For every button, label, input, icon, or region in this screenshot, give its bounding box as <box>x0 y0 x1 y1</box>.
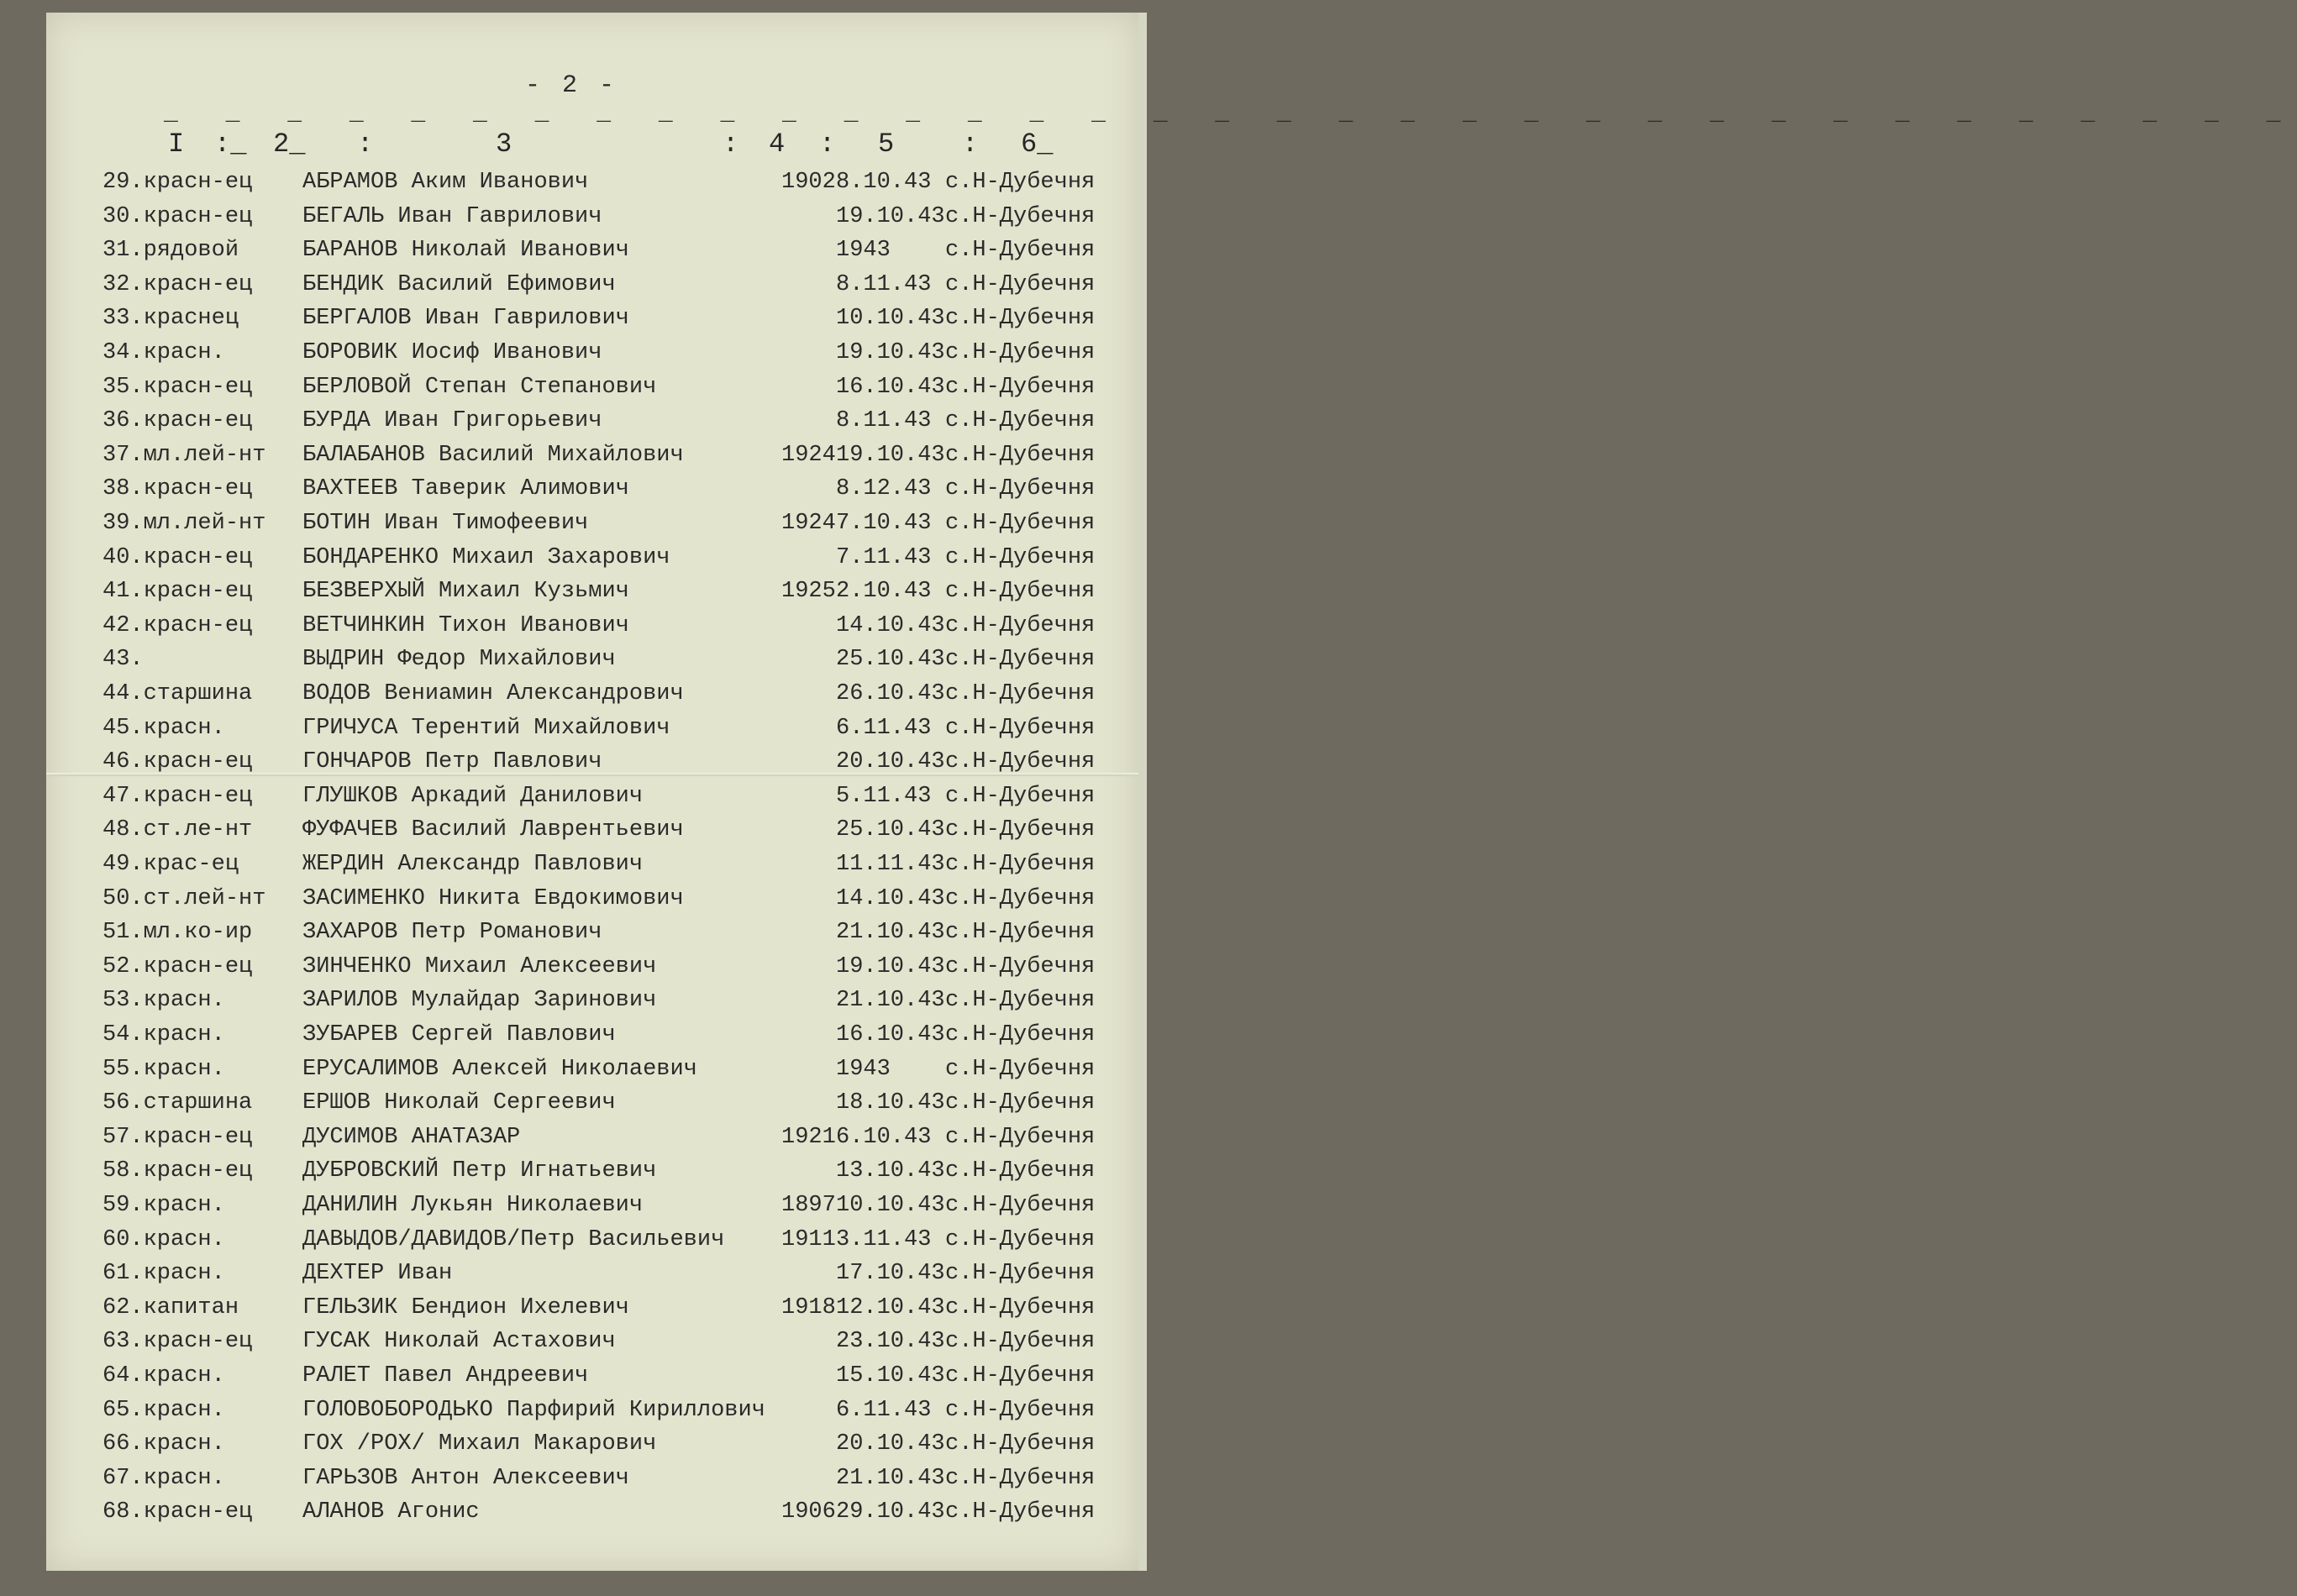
row-date: 25.10.43 <box>836 647 945 672</box>
row-rank: 53.красн. <box>102 988 225 1013</box>
row-place: с.Н-Дубечня <box>945 1329 1096 1354</box>
row-place: с.Н-Дубечня <box>945 1022 1096 1047</box>
row-year: 1897 <box>781 1193 836 1218</box>
row-year: 1911 <box>781 1227 836 1252</box>
row-date: 6.11.43 <box>836 716 932 741</box>
row-place: с.Н-Дубечня <box>945 1057 1096 1082</box>
row-rank: 60.красн. <box>102 1227 225 1252</box>
row-year: 1925 <box>781 579 836 604</box>
row-rank: 33.краснец <box>102 306 239 331</box>
row-date: 21.10.43 <box>836 920 945 945</box>
table-row <box>46 954 1138 988</box>
row-rank: 48.ст.ле-нт <box>102 817 253 843</box>
row-date: 17.10.43 <box>836 1261 945 1286</box>
table-row <box>46 272 1138 306</box>
row-rank: 35.красн-ец <box>102 375 253 400</box>
row-date: 7.11.43 <box>836 545 932 570</box>
document-page <box>46 13 2297 1571</box>
table-row <box>46 613 1138 647</box>
row-date: 8.11.43 <box>836 408 932 433</box>
table-row <box>46 1431 1138 1465</box>
row-name: ГЛУШКОВ Аркадий Данилович <box>302 784 644 809</box>
table-row <box>46 920 1138 953</box>
row-rank: 63.красн-ец <box>102 1329 253 1354</box>
table-row <box>46 749 1138 783</box>
row-name: ГУСАК Николай Астахович <box>302 1329 616 1354</box>
row-rank: 58.красн-ец <box>102 1158 253 1184</box>
row-place: с.Н-Дубечня <box>945 1158 1096 1184</box>
row-name: БЕНДИК Василий Ефимович <box>302 272 616 297</box>
table-row <box>46 408 1138 442</box>
table-row <box>46 375 1138 408</box>
row-name: ЗАРИЛОВ Мулайдар Заринович <box>302 988 657 1013</box>
row-name: АЛАНОВ Агонис <box>302 1499 480 1525</box>
row-place: с.Н-Дубечня <box>945 681 1096 706</box>
row-name: БЕРГАЛОВ Иван Гаврилович <box>302 306 629 331</box>
row-name: ДУСИМОВ АНАТАЗАР <box>302 1125 521 1150</box>
row-date: 11.11.43 <box>836 852 945 877</box>
row-date: 10.10.43 <box>836 1193 945 1218</box>
row-place: с.Н-Дубечня <box>945 817 1096 843</box>
table-row <box>46 1227 1138 1261</box>
row-name: БАРАНОВ Николай Иванович <box>302 238 629 263</box>
row-place: с.Н-Дубечня <box>945 852 1096 877</box>
table-row <box>46 1193 1138 1226</box>
row-name: РАЛЕТ Павел Андреевич <box>302 1363 589 1389</box>
row-rank: 57.красн-ец <box>102 1125 253 1150</box>
row-rank: 55.красн. <box>102 1057 225 1082</box>
row-rank: 45.красн. <box>102 716 225 741</box>
row-rank: 46.красн-ец <box>102 749 253 774</box>
row-name: ВЕТЧИНКИН Тихон Иванович <box>302 613 629 638</box>
table-row <box>46 784 1138 817</box>
row-rank: 30.красн-ец <box>102 204 253 229</box>
row-date: 20.10.43 <box>836 1431 945 1457</box>
table-row <box>46 476 1138 510</box>
row-place: с.Н-Дубечня <box>945 784 1096 809</box>
row-date: 25.10.43 <box>836 817 945 843</box>
row-date: 7.10.43 <box>836 511 932 536</box>
header-sep-2: : <box>357 129 374 160</box>
row-rank: 51.мл.ко-ир <box>102 920 253 945</box>
row-rank: 65.красн. <box>102 1398 225 1423</box>
row-date: 16.10.43 <box>836 1022 945 1047</box>
row-date: 1943 <box>836 238 891 263</box>
row-rank: 39.мл.лей-нт <box>102 511 266 536</box>
header-sep-3: : <box>723 129 739 160</box>
header-rule: _ _ _ _ _ _ _ _ _ _ _ _ _ _ _ _ _ _ _ _ _ _ _ _ _ _ _ _ _ _ _ _ _ _ _ <box>164 101 2297 127</box>
row-year: 1924 <box>781 443 836 468</box>
row-date: 3.11.43 <box>836 1227 932 1252</box>
table-row <box>46 1499 1138 1533</box>
row-date: 21.10.43 <box>836 1466 945 1491</box>
table-row <box>46 306 1138 339</box>
header-sep-1: :_ <box>214 129 247 160</box>
row-rank: 64.красн. <box>102 1363 225 1389</box>
row-rank: 47.красн-ец <box>102 784 253 809</box>
row-place: с.Н-Дубечня <box>945 238 1096 263</box>
header-col-3: 3 <box>496 129 512 160</box>
row-name: БЕЗВЕРХЫЙ Михаил Кузьмич <box>302 579 629 604</box>
header-sep-5: : <box>962 129 979 160</box>
table-row <box>46 716 1138 749</box>
row-rank: 36.красн-ец <box>102 408 253 433</box>
row-date: 20.10.43 <box>836 749 945 774</box>
row-name: ЖЕРДИН Александр Павлович <box>302 852 644 877</box>
table-row <box>46 852 1138 885</box>
row-place: с.Н-Дубечня <box>945 375 1096 400</box>
row-name: ЗИНЧЕНКО Михаил Алексеевич <box>302 954 657 979</box>
row-date: 8.12.43 <box>836 476 932 501</box>
header-sep-4: : <box>819 129 836 160</box>
row-place: с.Н-Дубечня <box>945 1431 1096 1457</box>
row-date: 8.10.43 <box>836 170 932 195</box>
row-name: ГЕЛЬЗИК Бендион Ихелевич <box>302 1295 629 1320</box>
table-row <box>46 1363 1138 1397</box>
row-date: 19.10.43 <box>836 204 945 229</box>
row-date: 13.10.43 <box>836 1158 945 1184</box>
row-place: с.Н-Дубечня <box>945 272 1096 297</box>
row-rank: 62.капитан <box>102 1295 239 1320</box>
table-row <box>46 1125 1138 1158</box>
row-place: с.Н-Дубечня <box>945 716 1096 741</box>
row-date: 26.10.43 <box>836 681 945 706</box>
row-name: ДАВЫДОВ/ДАВИДОВ/Петр Васильевич <box>302 1227 725 1252</box>
row-name: ЗАХАРОВ Петр Романович <box>302 920 602 945</box>
row-name: ГРИЧУСА Терентий Михайлович <box>302 716 670 741</box>
table-row <box>46 1090 1138 1124</box>
table-row <box>46 579 1138 612</box>
table-row <box>46 511 1138 544</box>
row-place: с.Н-Дубечня <box>945 1363 1096 1389</box>
row-name: БАЛАБАНОВ Василий Михайлович <box>302 443 684 468</box>
row-rank: 59.красн. <box>102 1193 225 1218</box>
row-date: 6.10.43 <box>836 1125 932 1150</box>
row-place: с.Н-Дубечня <box>945 511 1096 536</box>
table-row <box>46 988 1138 1021</box>
header-col-1: I <box>168 129 185 160</box>
table-row <box>46 1466 1138 1499</box>
row-rank: 42.красн-ец <box>102 613 253 638</box>
row-name: ЕРУСАЛИМОВ Алексей Николаевич <box>302 1057 697 1082</box>
row-rank: 49.крас-ец <box>102 852 239 877</box>
row-date: 19.10.43 <box>836 954 945 979</box>
row-name: ДАНИЛИН Лукьян Николаевич <box>302 1193 644 1218</box>
row-date: 15.10.43 <box>836 1363 945 1389</box>
row-place: с.Н-Дубечня <box>945 1499 1096 1525</box>
row-date: 14.10.43 <box>836 886 945 911</box>
row-date: 19.10.43 <box>836 340 945 365</box>
row-date: 10.10.43 <box>836 306 945 331</box>
row-date: 29.10.43 <box>836 1499 945 1525</box>
row-place: с.Н-Дубечня <box>945 954 1096 979</box>
page-edge <box>1138 13 1147 1571</box>
row-year: 1921 <box>781 1125 836 1150</box>
row-rank: 67.красн. <box>102 1466 225 1491</box>
table-row <box>46 817 1138 851</box>
row-rank: 68.красн-ец <box>102 1499 253 1525</box>
header-col-4: 4 <box>769 129 786 160</box>
row-rank: 66.красн. <box>102 1431 225 1457</box>
row-place: с.Н-Дубечня <box>945 1090 1096 1116</box>
row-rank: 54.красн. <box>102 1022 225 1047</box>
row-place: с.Н-Дубечня <box>945 647 1096 672</box>
table-row <box>46 170 1138 203</box>
row-name: ЕРШОВ Николай Сергеевич <box>302 1090 616 1116</box>
row-rank: 38.красн-ец <box>102 476 253 501</box>
row-rank: 32.красн-ец <box>102 272 253 297</box>
table-row <box>46 1295 1138 1329</box>
row-date: 16.10.43 <box>836 375 945 400</box>
row-place: с.Н-Дубечня <box>945 1295 1096 1320</box>
row-name: БОНДАРЕНКО Михаил Захарович <box>302 545 670 570</box>
row-date: 14.10.43 <box>836 613 945 638</box>
row-place: с.Н-Дубечня <box>945 306 1096 331</box>
row-place: с.Н-Дубечня <box>945 613 1096 638</box>
row-date: 23.10.43 <box>836 1329 945 1354</box>
row-year: 1918 <box>781 1295 836 1320</box>
row-name: БОТИН Иван Тимофеевич <box>302 511 589 536</box>
row-name: ЗАСИМЕНКО Никита Евдокимович <box>302 886 684 911</box>
row-place: с.Н-Дубечня <box>945 1261 1096 1286</box>
table-row <box>46 443 1138 476</box>
row-date: 12.10.43 <box>836 1295 945 1320</box>
row-name: АБРАМОВ Аким Иванович <box>302 170 589 195</box>
row-name: ГОХ /РОХ/ Михаил Макарович <box>302 1431 657 1457</box>
table-row <box>46 1022 1138 1056</box>
row-name: ФУФАЧЕВ Василий Лаврентьевич <box>302 817 684 843</box>
row-name: БУРДА Иван Григорьевич <box>302 408 602 433</box>
row-date: 21.10.43 <box>836 988 945 1013</box>
row-rank: 37.мл.лей-нт <box>102 443 266 468</box>
row-year: 1902 <box>781 170 836 195</box>
row-place: с.Н-Дубечня <box>945 408 1096 433</box>
table-row <box>46 1398 1138 1431</box>
table-row <box>46 647 1138 680</box>
row-place: с.Н-Дубечня <box>945 340 1096 365</box>
row-place: с.Н-Дубечня <box>945 170 1096 195</box>
row-name: БЕГАЛЬ Иван Гаврилович <box>302 204 602 229</box>
row-rank: 50.ст.лей-нт <box>102 886 266 911</box>
row-name: ГОЛОВОБОРОДЬКО Парфирий Кириллович <box>302 1398 765 1423</box>
row-place: с.Н-Дубечня <box>945 1227 1096 1252</box>
table-row <box>46 204 1138 238</box>
row-rank: 40.красн-ец <box>102 545 253 570</box>
row-name: ВОДОВ Вениамин Александрович <box>302 681 684 706</box>
row-place: с.Н-Дубечня <box>945 1398 1096 1423</box>
row-date: 19.10.43 <box>836 443 945 468</box>
row-name: БОРОВИК Иосиф Иванович <box>302 340 602 365</box>
table-row <box>46 1261 1138 1294</box>
row-rank: 44.старшина <box>102 681 253 706</box>
table-row <box>46 1057 1138 1090</box>
row-place: с.Н-Дубечня <box>945 443 1096 468</box>
row-date: 2.10.43 <box>836 579 932 604</box>
row-place: с.Н-Дубечня <box>945 545 1096 570</box>
row-name: ВАХТЕЕВ Таверик Алимович <box>302 476 629 501</box>
row-date: 6.11.43 <box>836 1398 932 1423</box>
row-place: с.Н-Дубечня <box>945 1193 1096 1218</box>
table-row <box>46 238 1138 271</box>
row-rank: 61.красн. <box>102 1261 225 1286</box>
row-rank: 29.красн-ец <box>102 170 253 195</box>
row-place: с.Н-Дубечня <box>945 204 1096 229</box>
row-name: ГАРЬЗОВ Антон Алексеевич <box>302 1466 629 1491</box>
row-year: 1906 <box>781 1499 836 1525</box>
row-place: с.Н-Дубечня <box>945 1466 1096 1491</box>
header-col-6: 6_ <box>1021 129 1054 160</box>
table-row <box>46 545 1138 579</box>
row-rank: 56.старшина <box>102 1090 253 1116</box>
table-row <box>46 886 1138 920</box>
row-name: БЕРЛОВОЙ Степан Степанович <box>302 375 657 400</box>
row-place: с.Н-Дубечня <box>945 988 1096 1013</box>
row-place: с.Н-Дубечня <box>945 886 1096 911</box>
row-rank: 31.рядовой <box>102 238 239 263</box>
table-row <box>46 1158 1138 1192</box>
row-rank: 52.красн-ец <box>102 954 253 979</box>
row-place: с.Н-Дубечня <box>945 1125 1096 1150</box>
header-col-5: 5 <box>878 129 895 160</box>
row-place: с.Н-Дубечня <box>945 579 1096 604</box>
row-name: ВЫДРИН Федор Михайлович <box>302 647 616 672</box>
header-col-2: 2_ <box>273 129 306 160</box>
row-place: с.Н-Дубечня <box>945 749 1096 774</box>
page-number: - 2 - <box>525 71 618 100</box>
row-date: 18.10.43 <box>836 1090 945 1116</box>
table-row <box>46 1329 1138 1362</box>
row-name: ЗУБАРЕВ Сергей Павлович <box>302 1022 616 1047</box>
row-place: с.Н-Дубечня <box>945 920 1096 945</box>
row-place: с.Н-Дубечня <box>945 476 1096 501</box>
row-name: ГОНЧАРОВ Петр Павлович <box>302 749 602 774</box>
row-rank: 43. <box>102 647 144 672</box>
row-date: 1943 <box>836 1057 891 1082</box>
row-year: 1924 <box>781 511 836 536</box>
row-rank: 34.красн. <box>102 340 225 365</box>
row-date: 8.11.43 <box>836 272 932 297</box>
row-rank: 41.красн-ец <box>102 579 253 604</box>
table-row <box>46 340 1138 374</box>
column-header-row <box>164 129 1180 162</box>
row-name: ДЕХТЕР Иван <box>302 1261 453 1286</box>
row-date: 5.11.43 <box>836 784 932 809</box>
table-row <box>46 681 1138 715</box>
row-name: ДУБРОВСКИЙ Петр Игнатьевич <box>302 1158 657 1184</box>
